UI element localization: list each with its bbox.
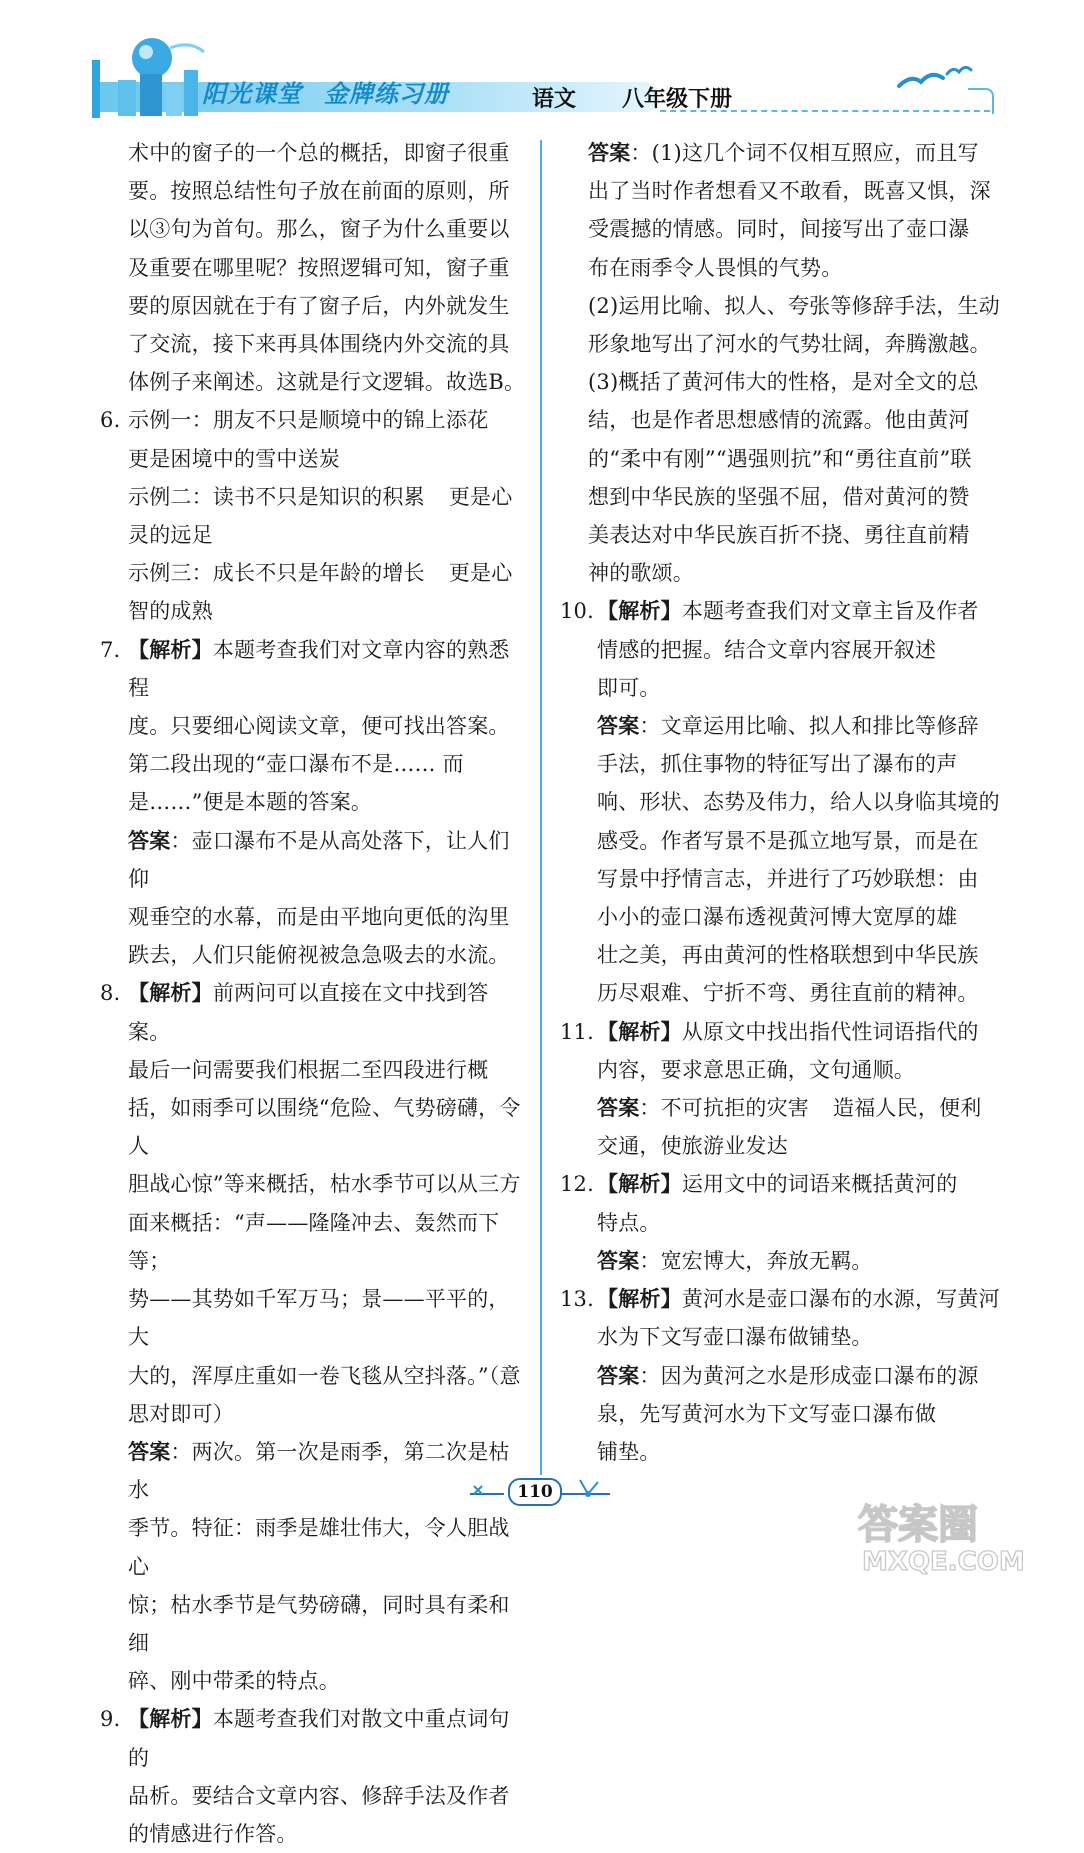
text-line: 想到中华民族的坚强不屈，借对黄河的赞 — [588, 484, 970, 509]
text-line: 历尽艰难、宁折不弯、勇往直前的精神。 — [597, 981, 979, 1006]
text-line: 势——其势如千军万马；景——平平的，大 — [128, 1287, 510, 1350]
text-line: 以③句为首句。那么，窗子为什么重要以 — [128, 217, 510, 242]
text-line: 体例子来阐述。这就是行文逻辑。故选B。 — [128, 370, 526, 395]
question-number: 6. — [100, 408, 121, 433]
text-line: 即可。 — [597, 675, 661, 700]
text-line: 更是困境中的雪中送炭 — [128, 446, 340, 471]
answer-label: 答案 — [588, 141, 631, 165]
text-line: 【解析】运用文中的词语来概括黄河的 — [597, 1172, 958, 1197]
text-line: 大的，浑厚庄重如一卷飞毯从空抖落。”（意 — [128, 1363, 521, 1388]
text-line: 【解析】本题考查我们对文章内容的熟悉程 — [128, 637, 510, 700]
text-line: 面来概括：“声——隆隆冲去、轰然而下等； — [128, 1210, 500, 1273]
question-number: 13. — [560, 1287, 594, 1312]
watermark-logo — [848, 1490, 1048, 1580]
answer-label: 答案 — [597, 714, 640, 739]
text-line: 交通，使旅游业发达 — [597, 1134, 788, 1159]
text-line: 形象地写出了河水的气势壮阔，奔腾激越。 — [588, 332, 991, 357]
text-line: 了交流，接下来再具体围绕内外交流的具 — [128, 332, 510, 357]
series-title-part2: 金牌练习册 — [324, 79, 449, 108]
text-line: 答案：(1)这几个词不仅相互照应，而且写 — [588, 141, 979, 165]
text-line: 出了当时作者想看又不敢看，既喜又惧，深 — [588, 179, 991, 204]
text-line: 【解析】本题考查我们对散文中重点词句的 — [128, 1707, 510, 1770]
text-line: 答案：两次。第一次是雨季，第二次是枯水 — [128, 1439, 510, 1503]
text-line: 答案：壶口瀑布不是从高处落下，让人们仰 — [128, 828, 510, 891]
globe-logo-icon — [100, 30, 210, 120]
column-divider — [540, 140, 542, 1475]
analysis-tag: 【解析】 — [128, 637, 213, 662]
text-line: 第二段出现的“壶口瀑布不是…… 而 — [128, 752, 464, 777]
text-line: (3)概括了黄河伟大的性格，是对全文的总 — [588, 370, 979, 395]
text-line: 示例一：朋友不只是顺境中的锦上添花 — [128, 408, 489, 433]
series-title — [202, 74, 449, 109]
text-line: 结，也是作者思想感情的流露。他由黄河 — [588, 408, 970, 433]
text-line: 感受。作者写景不是孤立地写景，而是在 — [597, 828, 979, 853]
answer-label: 答案 — [597, 1096, 640, 1121]
text-line: 最后一问需要我们根据二至四段进行概 — [128, 1057, 489, 1082]
text-line: 是……”便是本题的答案。 — [128, 790, 373, 815]
text-line: 【解析】前两问可以直接在文中找到答案。 — [128, 981, 489, 1044]
subject-label: 语文 — [532, 87, 577, 112]
text-line: 美表达对中华民族百折不挠、勇往直前精 — [588, 523, 970, 548]
text-line: 水为下文写壶口瀑布做铺垫。 — [597, 1325, 873, 1350]
text-line: 响、形状、态势及伟力，给人以身临其境的 — [597, 790, 1000, 815]
text-line: 跌去，人们只能俯视被急急吸去的水流。 — [128, 943, 510, 968]
text-line: 及重要在哪里呢？按照逻辑可知，窗子重 — [128, 255, 510, 280]
question-number: 12. — [560, 1172, 594, 1197]
text-line: 季节。特征：雨季是雄壮伟大，令人胆战心 — [128, 1516, 510, 1579]
answer-label: 答案 — [597, 1363, 640, 1388]
text-line: 答案：因为黄河之水是形成壶口瀑布的源 — [597, 1363, 979, 1388]
analysis-tag: 【解析】 — [597, 1172, 682, 1197]
question-9-answer — [560, 134, 1000, 592]
text-line: 【解析】黄河水是壶口瀑布的水源，写黄河 — [597, 1287, 1000, 1312]
text-line: 要的原因就在于有了窗子后，内外就发生 — [128, 293, 510, 318]
page-number: 110 — [508, 1478, 562, 1506]
text-line: 惊；枯水季节是气势磅礴，同时具有柔和细 — [128, 1592, 510, 1655]
text-line: 【解析】从原文中找出指代性词语指代的 — [597, 1019, 979, 1044]
question-12 — [560, 1165, 1000, 1280]
question-7 — [100, 631, 530, 975]
text-line: 示例二：读书不只是知识的积累 更是心 — [128, 484, 513, 509]
text-line: 的“柔中有刚”“遇强则抗”和“勇往直前”联 — [588, 446, 972, 471]
text-line: 受震撼的情感。同时，间接写出了壶口瀑 — [588, 217, 970, 242]
question-number: 10. — [560, 599, 594, 624]
watermark-url: MXQE.COM — [862, 1547, 1025, 1577]
text-line: 神的歌颂。 — [588, 561, 694, 586]
analysis-tag: 【解析】 — [128, 1707, 213, 1732]
text-line: 答案：文章运用比喻、拟人和排比等修辞 — [597, 714, 979, 739]
text-line: 碎、刚中带柔的特点。 — [128, 1669, 340, 1694]
text-line: 智的成熟 — [128, 599, 213, 624]
text-line: 内容，要求意思正确，文句通顺。 — [597, 1057, 915, 1082]
q5-continuation — [100, 134, 530, 401]
text-line: 【解析】本题考查我们对文章主旨及作者 — [597, 599, 979, 624]
right-column — [560, 134, 1000, 1471]
text-line: (2)运用比喻、拟人、夸张等修辞手法，生动 — [588, 293, 1000, 318]
question-8 — [100, 974, 530, 1700]
header-dashed-rule — [660, 110, 990, 112]
text-line: 答案：宽宏博大，奔放无羁。 — [597, 1248, 873, 1273]
text-line: 术中的窗子的一个总的概括，即窗子很重 — [128, 141, 510, 165]
header-rule-corner — [968, 88, 994, 114]
text-line: 布在雨季令人畏惧的气势。 — [588, 255, 843, 280]
text-line: 情感的把握。结合文章内容展开叙述 — [597, 637, 937, 662]
text-line: 胆战心惊”等来概括，枯水季节可以从三方 — [128, 1172, 521, 1197]
question-number: 11. — [560, 1019, 594, 1044]
analysis-tag: 【解析】 — [597, 1019, 682, 1044]
page-header — [0, 0, 1084, 130]
question-number: 9. — [100, 1707, 121, 1732]
watermark-text: 答案圈 — [858, 1502, 978, 1548]
analysis-tag: 【解析】 — [597, 1287, 682, 1312]
analysis-tag: 【解析】 — [128, 981, 213, 1006]
question-number: 8. — [100, 981, 121, 1006]
text-line: 思对即可） — [128, 1401, 234, 1426]
text-line: 品析。要结合文章内容、修辞手法及作者 — [128, 1783, 510, 1808]
answer-label: 答案 — [597, 1248, 640, 1273]
text-line: 铺垫。 — [597, 1439, 661, 1464]
text-line: 括，如雨季可以围绕“危险、气势磅礴，令人 — [128, 1096, 521, 1159]
left-column — [100, 134, 530, 1853]
header-accent-bar — [92, 60, 100, 118]
analysis-tag: 【解析】 — [597, 599, 682, 624]
series-title-part1: 阳光课堂 — [202, 79, 302, 108]
text-line: 灵的远足 — [128, 523, 213, 548]
text-line: 度。只要细心阅读文章，便可找出答案。 — [128, 714, 510, 739]
text-line: 泉，先写黄河水为下文写壶口瀑布做 — [597, 1401, 937, 1426]
question-number: 7. — [100, 637, 121, 662]
text-line: 观垂空的水幕，而是由平地向更低的沟里 — [128, 905, 510, 930]
page-footer — [460, 1472, 620, 1512]
text-line: 壮之美，再由黄河的性格联想到中华民族 — [597, 943, 979, 968]
question-6 — [100, 401, 530, 630]
question-11 — [560, 1013, 1000, 1166]
text-line: 的情感进行作答。 — [128, 1821, 298, 1846]
grade-label: 八年级下册 — [622, 87, 733, 112]
answer-label: 答案 — [128, 828, 171, 853]
text-line: 手法，抓住事物的特征写出了瀑布的声 — [597, 752, 958, 777]
text-line: 写景中抒情言志，并进行了巧妙联想：由 — [597, 866, 979, 891]
text-line: 小小的壶口瀑布透视黄河博大宽厚的雄 — [597, 905, 958, 930]
birds-icon — [895, 60, 975, 100]
text-line: 特点。 — [597, 1210, 661, 1235]
text-line: 答案：不可抗拒的灾害 造福人民，便利 — [597, 1096, 982, 1121]
question-13 — [560, 1280, 1000, 1471]
question-9 — [100, 1700, 530, 1853]
text-line: 示例三：成长不只是年龄的增长 更是心 — [128, 561, 513, 586]
answer-label: 答案 — [128, 1439, 171, 1464]
question-10 — [560, 592, 1000, 1012]
text-line: 要。按照总结性句子放在前面的原则，所 — [128, 179, 510, 204]
